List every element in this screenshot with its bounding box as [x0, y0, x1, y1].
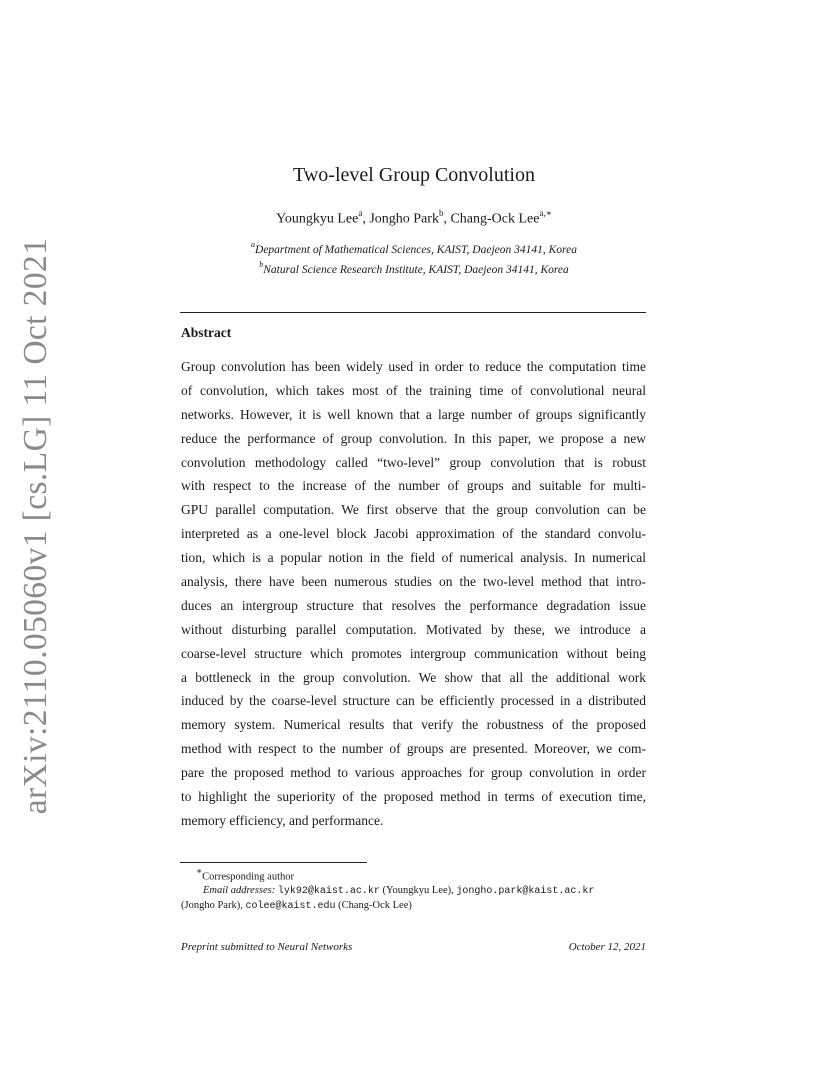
- abstract-body: [181, 355, 646, 833]
- affiliation-line: [0, 258, 828, 278]
- preprint-note: Preprint submitted to Neural Networks: [181, 941, 353, 953]
- affiliations: [0, 238, 828, 278]
- abstract-line: Group convolution has been widely used in order to reduce the computation time: [181, 359, 646, 374]
- abstract-line: with respect to the increase of the number of groups and suitable for multi-: [181, 478, 646, 494]
- corresponding-author-note: [181, 866, 646, 884]
- affiliation-mark: a: [251, 240, 256, 249]
- abstract-line: networks. However, it is well known that a large number of groups significantly: [181, 406, 646, 422]
- abstract-line: induced by the coarse-level structure can be efficiently processed in a distributed: [181, 693, 646, 709]
- abstract-line: convolution methodology called “two-level” group convolution that is robust: [181, 454, 646, 470]
- abstract-line: pare the proposed method to various approaches for group convolution in order: [181, 765, 646, 781]
- email-note: [181, 884, 646, 899]
- email-link[interactable]: lyk92@kaist.ac.kr: [277, 886, 380, 897]
- author-name: Jongho Park: [369, 211, 439, 227]
- email-owner: (Jongho Park),: [181, 899, 243, 911]
- footnote-rule: [180, 862, 367, 863]
- email-note-continued: [181, 899, 646, 914]
- abstract-line: GPU parallel computation. We first observe that the group convolution can be: [181, 502, 646, 518]
- abstract-line: analysis, there have been numerous studies on the two-level method that intro-: [181, 574, 646, 590]
- abstract-line: memory system. Numerical results that verify the robustness of the proposed: [181, 717, 646, 733]
- author-affiliation-mark: a: [358, 208, 363, 218]
- arxiv-identifier: arXiv:2110.05060v1 [cs.LG] 11 Oct 2021: [17, 237, 54, 815]
- affiliation-mark: b: [259, 259, 264, 269]
- email-label: Email addresses:: [203, 885, 276, 896]
- abstract-line: memory efficiency, and performance.: [181, 812, 384, 828]
- abstract-top-rule: [180, 312, 646, 313]
- affiliation-line: [0, 238, 828, 258]
- abstract-line: to highlight the superiority of the proposed method in terms of execution time,: [181, 789, 646, 805]
- page-footer: [181, 941, 646, 953]
- paper-title: Two-level Group Convolution: [293, 164, 535, 186]
- author-affiliation-mark: b: [438, 208, 444, 218]
- abstract-line: a bottleneck in the group convolution. We show that all the additional work: [181, 669, 646, 685]
- author-separator: ,: [362, 211, 370, 227]
- abstract-line: tion, which is a popular notion in the field of numerical analysis. In numerical: [181, 550, 646, 566]
- affiliation-text: Natural Science Research Institute, KAIST, Daejeon 34141, Korea: [263, 263, 569, 276]
- email-link[interactable]: colee@kaist.edu: [245, 900, 336, 912]
- abstract-line: method with respect to the number of groups are presented. Moreover, we com-: [181, 741, 646, 757]
- footnote-mark: ∗: [196, 866, 203, 876]
- abstract-line: without disturbing parallel computation. Motivated by these, we introduce a: [181, 621, 646, 637]
- abstract-line: interpreted as a one-level block Jacobi approximation of the standard convolu-: [181, 526, 646, 542]
- author-list: [0, 209, 828, 228]
- abstract-line: duces an intergroup structure that resolves the performance degradation issue: [181, 597, 646, 613]
- abstract-line: reduce the performance of group convolution. In this paper, we propose a new: [181, 430, 646, 446]
- footer-date: October 12, 2021: [568, 941, 646, 953]
- footnotes: [181, 866, 646, 913]
- abstract-line: coarse-level structure which promotes intergroup communication without being: [181, 645, 646, 661]
- email-link[interactable]: jongho.park@kaist.ac.kr: [456, 886, 595, 897]
- author-name: Youngkyu Lee: [276, 211, 359, 227]
- author-name: Chang-Ock Lee: [450, 211, 540, 227]
- author-separator: ,: [443, 211, 451, 227]
- email-owner: (Youngkyu Lee),: [382, 885, 454, 896]
- abstract-line: of convolution, which takes most of the training time of convolutional neural: [181, 382, 646, 398]
- affiliation-text: Department of Mathematical Sciences, KAIST, Daejeon 34141, Korea: [255, 243, 577, 256]
- author-affiliation-mark: a,∗: [539, 208, 552, 218]
- footnote-text: Corresponding author: [202, 871, 294, 883]
- abstract-heading: Abstract: [181, 325, 232, 340]
- email-owner: (Chang-Ock Lee): [338, 899, 412, 911]
